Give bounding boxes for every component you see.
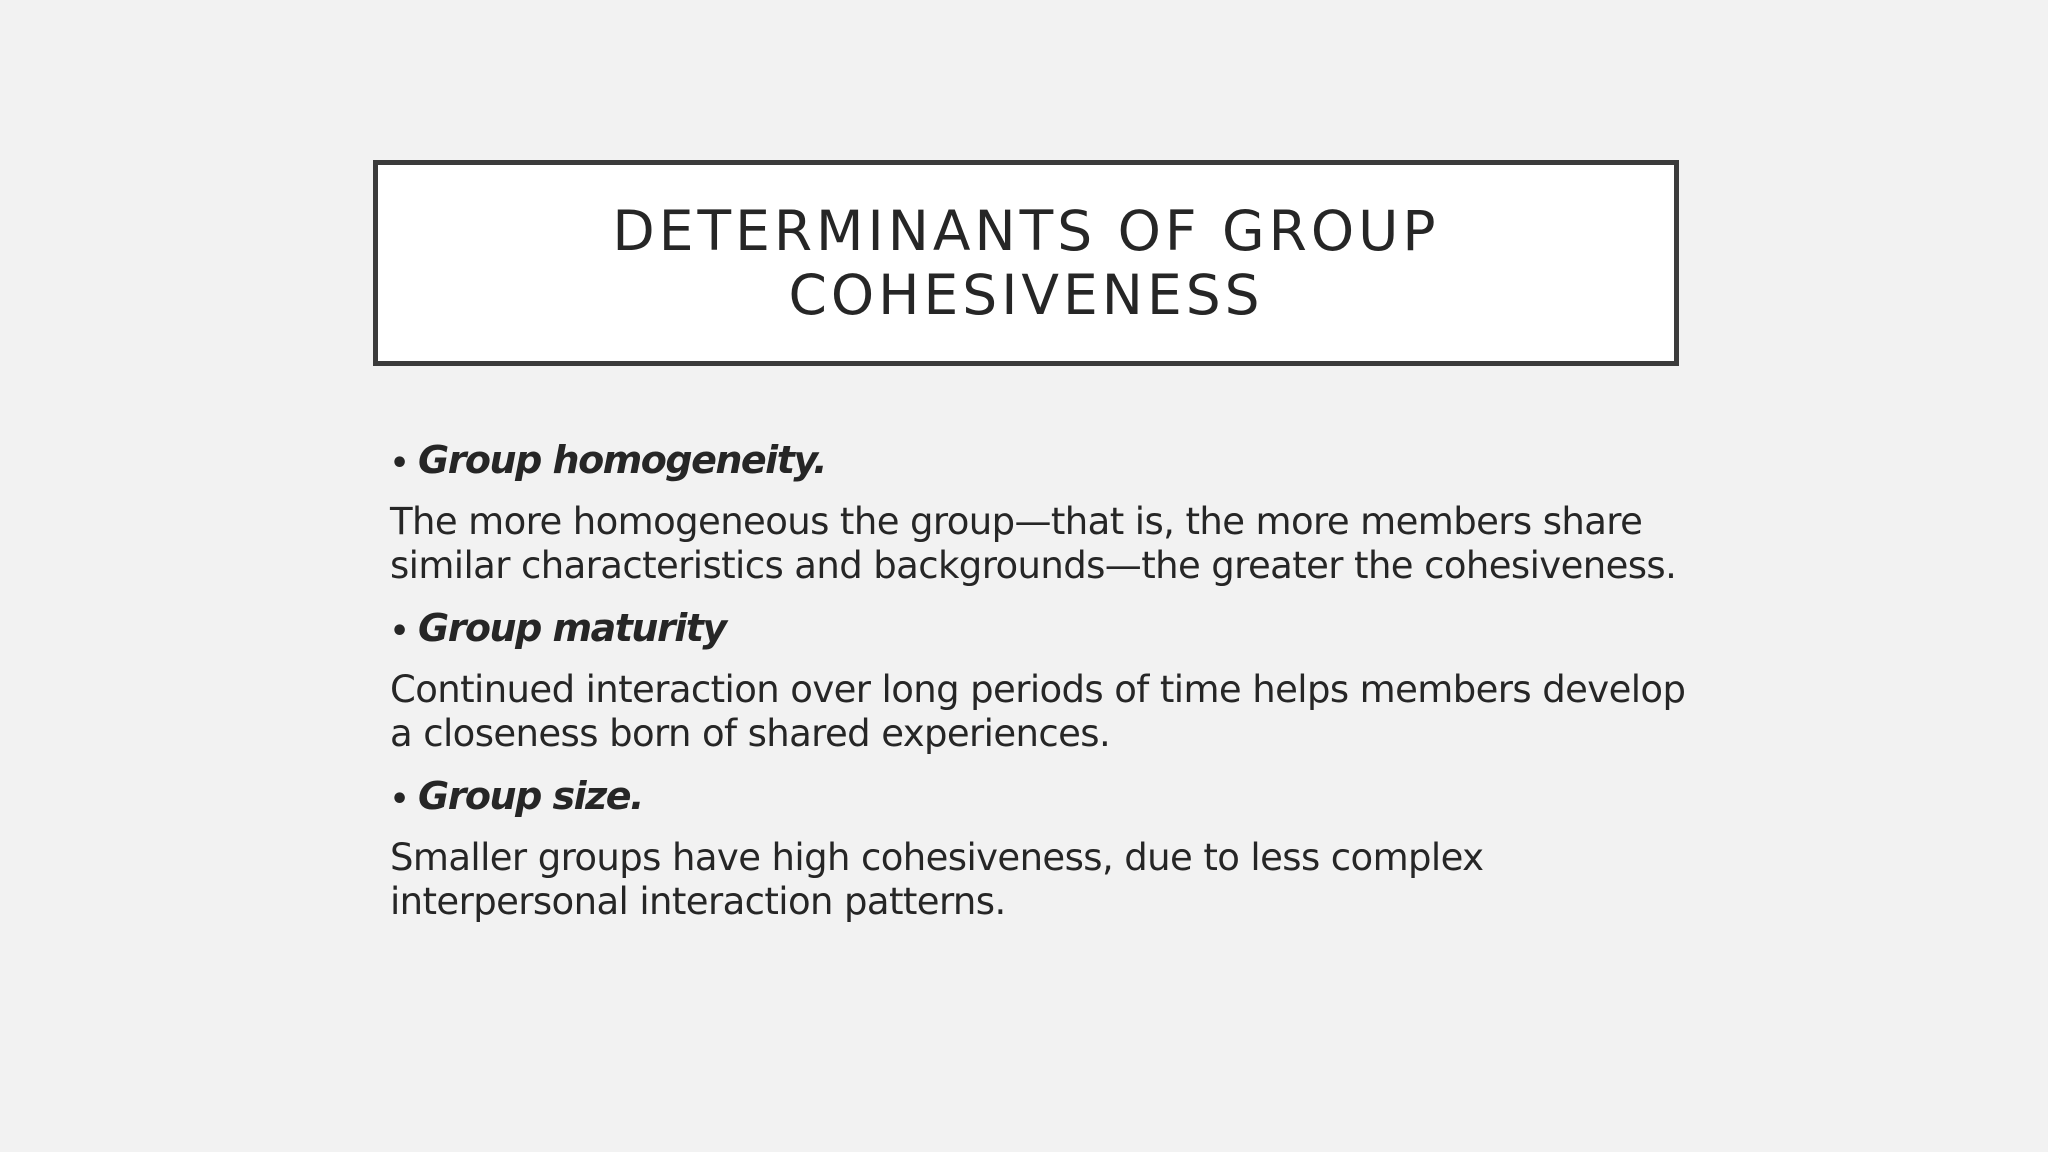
slide-title: DETERMINANTS OF GROUP COHESIVENESS	[612, 199, 1440, 327]
bullet-dot-icon: •	[390, 614, 410, 649]
bullet-description: Smaller groups have high cohesiveness, due to less complex interpersonal interaction patterns.	[390, 836, 1484, 923]
bullet-label: Group homogeneity.	[418, 438, 827, 482]
bullet-dot-icon: •	[390, 782, 410, 817]
bullet-heading-size	[390, 768, 1690, 828]
title-box	[373, 160, 1679, 366]
bullet-description: Continued interaction over long periods of time helps members develop a closeness born of shared experiences.	[390, 668, 1686, 755]
bullet-label: Group maturity	[418, 606, 726, 650]
slide-content	[390, 432, 1690, 936]
bullet-label: Group size.	[418, 774, 643, 818]
bullet-dot-icon: •	[390, 446, 410, 481]
bullet-heading-homogeneity	[390, 432, 1690, 492]
bullet-heading-maturity	[390, 600, 1690, 660]
bullet-description: The more homogeneous the group—that is, the more members share similar characteristics and backgrounds—the greater the cohesiveness.	[390, 500, 1677, 587]
